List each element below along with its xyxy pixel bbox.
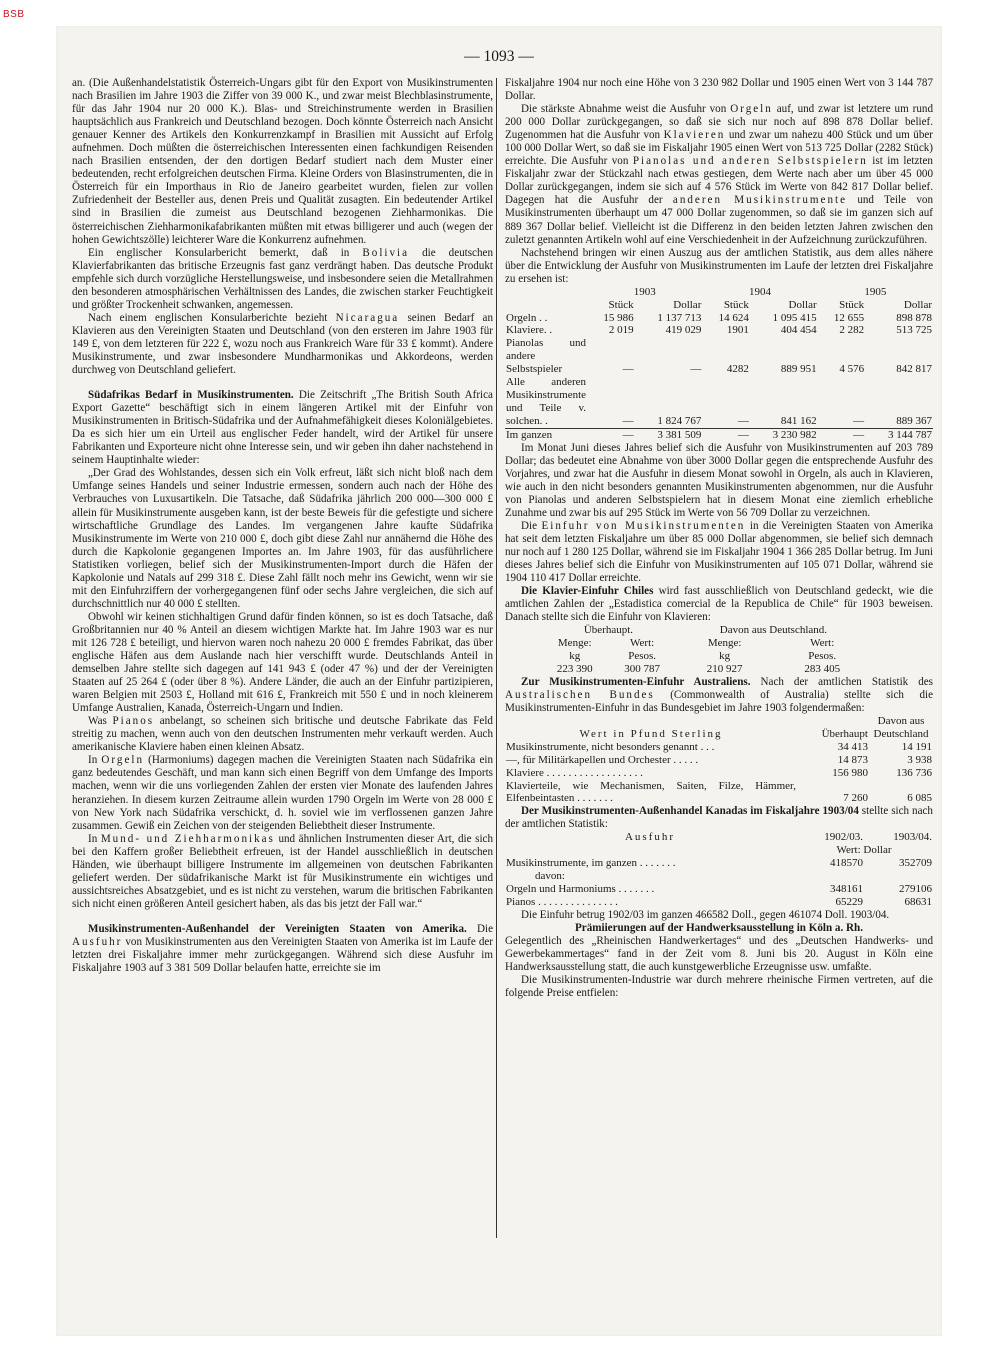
paragraph: Gelegentlich des „Rheinischen Handwerkertages“ und des „Deutschen Handwerks- und Gewerbekammertages“ fand in der Zeit vom 8. Juni bis 20. August in Köln eine Handwerksausstellung statt, die auch kunstgewerbliche Erzeugnisse usw. umfaßte. bbox=[505, 935, 933, 974]
text: In bbox=[88, 832, 101, 845]
table-row bbox=[505, 337, 933, 376]
text: auf, und zwar ist letztere um rund 200 000 Dollar zurückgegangen, so daß sie sich nur noch auf 898 878 Dollar belief. Zugenommen hat die Ausfuhr von bbox=[505, 103, 933, 142]
table-row bbox=[505, 883, 933, 896]
cell: — bbox=[622, 363, 634, 376]
text: in die Vereinigten Staaten von Amerika hat seit dem letzten Fiskaljahre um über 85 000 Dollar abgenommen, sie belief sich demnach nur noch auf 1 280 125 Dollar, während sie im Fiskaljahr 1904 1 366 285 Dollar betrug. Im Juni dieses Jahres belief sich die Einfuhr von Musikinstrumenten auf 105 071 Dollar, während sie 1904 110 417 Dollar erreichte. bbox=[505, 519, 934, 585]
row-label: —, für Militärkapellen und Orchester . . . . . bbox=[506, 753, 699, 766]
cell: 3 144 787 bbox=[865, 428, 933, 441]
column-header: 1902/03. bbox=[824, 831, 863, 844]
year-header: 1905 bbox=[864, 285, 887, 298]
cell: — bbox=[622, 414, 634, 427]
cell: — bbox=[587, 428, 635, 441]
column-header: Dollar bbox=[788, 298, 817, 311]
cell: 1901 bbox=[726, 324, 749, 337]
column-header: Menge: bbox=[557, 637, 592, 650]
column-header: Wert: bbox=[810, 637, 835, 650]
cell: 1 137 713 bbox=[657, 311, 702, 324]
emphasis: Bolivia bbox=[362, 246, 410, 259]
paragraph: „Der Grad des Wohlstandes, dessen sich ein Volk erfreut, läßt sich nicht bloß nach dem Umfange seines Handels und seiner Industrie ermessen, sondern auch nach der Höhe des Verbrauches von Luxusartikeln. Die Tatsache, daß Südafrika jährlich 200 000—300 000 £ allein für Musikinstrumente ausgeben kann, ist der beste Beweis für die gefestigte und sichere wirtschaftliche Grundlage des Landes. Im vergangenen Jahre kaufte Südafrika Musikinstrumente im Werte von 210 000 £, doch gibt diese Zahl nur annähernd die Höhe des durch die Kapkolonie gegangenen Importes an. Im Jahre 1903, für das ausführlichere Statistiken vorliegen, belief sich der Musikinstrumenten-Import durch die Häfen der Kapkolonie und Natals auf 299 318 £. Diese Zahl fällt noch mehr ins Gewicht, wenn wir sie mit den Einfuhrziffern der vorhergegangenen fünf oder sechs Jahre vergleichen, die sich auf durchschnittlich nur 40 000 £ stellten. bbox=[72, 467, 493, 610]
text: Nach einem englischen Konsularberichte bezieht bbox=[88, 311, 336, 324]
paragraph bbox=[72, 715, 493, 754]
cell: 1 824 767 bbox=[657, 414, 702, 427]
text: Die stärkste Abnahme weist die Ausfuhr von bbox=[521, 103, 731, 116]
cell: 842 817 bbox=[896, 363, 932, 376]
year-header: 1904 bbox=[749, 285, 771, 298]
unit: Pesos. bbox=[628, 650, 657, 663]
cell: 2 019 bbox=[608, 324, 634, 337]
unit: kg bbox=[719, 650, 731, 663]
cell: 15 986 bbox=[603, 311, 634, 324]
column-header: Wert: bbox=[630, 637, 655, 650]
cell: — bbox=[818, 428, 866, 441]
cell: 7 260 bbox=[843, 792, 868, 805]
table-row bbox=[505, 896, 933, 909]
cell bbox=[795, 870, 864, 883]
table-row bbox=[505, 857, 933, 870]
text: seinen Bedarf an Klavieren aus den Vereinigten Staaten und Deutschland (von den ersteren im Jahre 1903 für 149 £, von dem letzteren für 222 £, wozu noch aus Frankreich Ware für 33 £ kommt). Andere Musikinstrumente, und zwar insbesondere Mundharmonikas und Akkordeons, werden durchweg von Deutschland geliefert. bbox=[72, 311, 493, 377]
paragraph: Die Musikinstrumenten-Industrie war durch mehrere rheinische Firmen vertreten, auf die folgende Preise entfielen: bbox=[505, 974, 933, 1000]
cell: — bbox=[702, 428, 750, 441]
section-heading: Der Musikinstrumenten-Außenhandel Kanadas im Fiskaljahre 1903/04 bbox=[521, 805, 859, 818]
cell: 348161 bbox=[830, 883, 863, 896]
emphasis: Einfuhr von Musikinstrumenten bbox=[541, 519, 746, 532]
table-row bbox=[505, 324, 933, 337]
cell: 418570 bbox=[830, 857, 863, 870]
group-header: Davon aus Deutschland. bbox=[719, 624, 828, 637]
section-heading: Prämiierungen auf der Handwerksausstellung in Köln a. Rh. bbox=[575, 921, 863, 934]
column-header: Davon aus Deutschland bbox=[873, 715, 929, 740]
total-row bbox=[505, 428, 933, 441]
column-header: Menge: bbox=[707, 637, 742, 650]
cell: 279106 bbox=[899, 883, 932, 896]
section-australien bbox=[505, 676, 933, 715]
cell: 14 624 bbox=[718, 311, 749, 324]
cell: 513 725 bbox=[896, 324, 932, 337]
cell: 3 230 982 bbox=[750, 428, 818, 441]
paragraph: Nachstehend bringen wir einen Auszug aus der amtlichen Statistik, aus dem alles nähere über die Entwicklung der Ausfuhr von Musikinstrumenten im Laufe der letzten drei Fiskaljahre zu ersehen ist: bbox=[505, 246, 933, 285]
paragraph: Im Monat Juni dieses Jahres belief sich die Ausfuhr von Musikinstrumenten auf 203 789 Dollar; das bedeutet eine Abnahme von über 3000 Dollar gegen die entsprechende Ausfuhr des Vorjahres, und zwar hat die Ausfuhr in diesem Monat sowohl in Orgeln, als auch in Klavieren, wie auch in den nicht besonders genannten Musikinstrumenten abgenommen, nur die Ausfuhr von Pianolas und anderen Selbstspielern hat in diesem Monat eine ziemlich erhebliche Zunahme und zwar bis auf 295 Stück im Werte von 56 709 Dollar zu verzeichnen. bbox=[505, 441, 933, 519]
cell: 156 980 bbox=[832, 766, 868, 779]
emphasis: Ausfuhr bbox=[72, 936, 123, 948]
text: Was bbox=[88, 715, 113, 728]
paragraph bbox=[72, 833, 493, 911]
column-header: Stück bbox=[839, 298, 865, 311]
table-row bbox=[505, 754, 933, 767]
text: (Harmoniums) dagegen machen die Vereinigten Staaten nach Südafrika ein ganz bedeutendes Geschäft, und man kann sich einen Begriff von dem Umfange des Imports machen, wenn wir die uns vorliegenden Zahlen der ersten vier Monate des laufenden Jahres heranziehen. In diesem kurzen Zeitraume allein wurden 1790 Orgeln im Werte von 28 000 £ von New York nach Südafrika verschickt, d. h. soviel wie im verflossenen ganzen Jahre zusammen. Gewiß ein Zeichen von der steigenden Beliebtheit dieser Instrumente. bbox=[72, 754, 493, 832]
cell: — bbox=[737, 414, 749, 427]
text: Nach der amtlichen Statistik des bbox=[750, 675, 933, 688]
text: Die bbox=[521, 519, 542, 532]
row-label: Klavierteile, wie Mechanismen, Saiten, Filze, Hämmer, Elfenbeintasten . . . . . . . bbox=[506, 779, 796, 805]
section-heading: Südafrikas Bedarf in Musikinstrumenten. bbox=[88, 389, 294, 402]
canada-table bbox=[505, 831, 933, 908]
section-heading: Musikinstrumenten-Außenhandel der Vereinigten Staaten von Amerika. bbox=[88, 922, 467, 935]
emphasis: Australischen Bundes bbox=[505, 688, 655, 701]
section-heading: Zur Musikinstrumenten-Einfuhr Australiens. bbox=[521, 675, 751, 688]
section-heading: Die Klavier-Einfuhr Chiles bbox=[521, 585, 654, 598]
cell: 300 787 bbox=[624, 663, 660, 675]
cell: 404 454 bbox=[780, 324, 817, 337]
row-label: Klaviere. . bbox=[506, 324, 553, 337]
row-label: Musikinstrumente, im ganzen . . . . . . . bbox=[506, 857, 676, 870]
column-header: Stück bbox=[723, 298, 749, 311]
column-header: Dollar bbox=[673, 298, 702, 311]
right-column bbox=[505, 77, 933, 1000]
paragraph: Obwohl wir keinen stichhaltigen Grund dafür finden können, so ist es doch Tatsache, daß Großbritannien nur 40 % Anteil an diesem wichtigen Markte hat. Im Jahre 1903 war es nur mit 126 728 £ beteiligt, und hiervon waren noch nahezu 20 000 £ fremdes Fabrikat, das über englische Häfen aus dem Auslande nach hier verschifft wurde. Deutschlands Anteil in demselben Jahre stellte sich dagegen auf 141 943 £ (oder 47 %) und der der Vereinigten Staaten auf 25 264 £ (oder über 8 %). Andere Länder, die auch an der Einfuhr partizipieren, waren Belgien mit 2503 £, Holland mit 616 £, Frankreich mit 550 £ und in noch kleinerem Umfange Australien, Kanada, Österreich-Ungarn und Indien. bbox=[72, 610, 493, 715]
cell: 14 191 bbox=[901, 740, 932, 753]
emphasis: anderen Musikinstrumente bbox=[672, 194, 848, 207]
table-row bbox=[505, 870, 933, 883]
emphasis: Pianos bbox=[112, 715, 155, 728]
row-label: Orgeln und Harmoniums . . . . . . . bbox=[506, 883, 655, 896]
document-page bbox=[56, 26, 942, 1336]
text: In bbox=[88, 754, 102, 767]
row-label: Alle anderen Musikinstrumente und Teile v. solchen. . bbox=[506, 376, 587, 427]
cell: 898 878 bbox=[896, 311, 932, 324]
cell: 12 655 bbox=[833, 311, 865, 324]
row-label: Orgeln . . bbox=[506, 311, 548, 324]
emphasis: Mund- und Ziehharmonikas bbox=[100, 832, 275, 845]
section-chile bbox=[505, 585, 933, 624]
emphasis: Klavieren bbox=[663, 129, 726, 142]
unit: Wert: Dollar bbox=[836, 844, 892, 857]
page-number: — 1093 — bbox=[464, 48, 534, 65]
cell: — bbox=[690, 363, 702, 376]
cell: 419 029 bbox=[665, 324, 702, 337]
section-suedafrika bbox=[72, 389, 493, 467]
emphasis: Orgeln bbox=[730, 103, 773, 116]
cell: 136 736 bbox=[896, 766, 932, 779]
text: anbelangt, so scheinen sich britische und deutsche Fabrikate das Feld streitig zu machen, wenn auch von den deutschen Instrumenten mehr verkauft werden. Auch amerikanische Klaviere haben einen kleinen Absatz. bbox=[72, 715, 493, 754]
year-header: 1903 bbox=[633, 285, 656, 298]
cell: 210 927 bbox=[706, 663, 743, 675]
column-header: 1903/04. bbox=[893, 831, 932, 844]
cell: 14 873 bbox=[837, 753, 868, 766]
unit: Pesos. bbox=[808, 650, 837, 663]
row-label: Pianos . . . . . . . . . . . . . . . bbox=[506, 896, 618, 909]
cell: 841 162 bbox=[780, 414, 817, 427]
cell: 1 095 415 bbox=[772, 311, 817, 324]
table-row bbox=[541, 663, 871, 676]
table-row bbox=[505, 780, 933, 806]
emphasis: Orgeln bbox=[101, 754, 145, 767]
library-logo: BSB bbox=[3, 9, 25, 20]
us-export-table bbox=[505, 286, 933, 442]
cell: 352709 bbox=[899, 857, 932, 870]
cell: 2 282 bbox=[839, 324, 865, 337]
table-row bbox=[505, 767, 933, 780]
emphasis: Nicaragua bbox=[335, 311, 400, 324]
row-label: Pianolas und andere Selbstspieler bbox=[506, 337, 587, 376]
paragraph: an. (Die Außenhandelstatistik Österreich-Ungars gibt für den Export von Musikinstrumenten nach Brasilien im Jahre 1903 die Ziffer von 39 000 K., und zwar meist Blechblasinstrumente, für das Jahr 1904 nur 20 000 K.). Blas- und Streichinstrumente werden in Brasilien hauptsächlich aus Frankreich und Deutschland bezogen. Doch könnte Österreich nach Ansicht genauer Kenner des Artikels den Konkurrenzkampf in Brasilien mit Aussicht auf Erfolg aufnehmen. Doch müßten die österreichischen Interessenten einen fachkundigen Reisenden nach Brasilien entsenden, der den dortigen Bedarf studiert nach dem Muster einer bedeutenden, recht erfolgreichen deutschen Firma. Kleine Orders von Blasinstrumenten, die in Österreich für ein Importhaus in Rio de Janeiro gearbeitet wurden, fielen zur vollen Zufriedenheit der Besteller aus, denen Preis und Qualität zusagten. Ein bedeutender Artikel sind in Brasilien die zumeist aus Deutschland bezogenen Ziehharmonikas. Die österreichischen Ziehharmonikafabrikanten müßten mit etwas billigerer und auch (wegen der hohen Gewichtszölle) leichterer Ware die Konkurrenz aufnehmen. bbox=[72, 77, 493, 246]
chile-table bbox=[541, 624, 871, 676]
text: stellte sich nach der amtlichen Statistik: bbox=[505, 805, 933, 831]
emphasis: Pianolas und anderen Selbstspielern bbox=[632, 155, 868, 168]
unit: kg bbox=[569, 650, 581, 663]
paragraph bbox=[72, 312, 493, 377]
cell: 283 405 bbox=[804, 663, 841, 675]
row-label: Im ganzen bbox=[505, 428, 587, 441]
paragraph: Fiskaljahre 1904 nur noch eine Höhe von 3 230 982 Dollar und 1905 einen Wert von 3 144 787 Dollar. bbox=[505, 77, 933, 103]
text: von Musikinstrumenten aus den Vereinigten Staaten von Amerika ist im Laufe der letzten drei Fiskaljahre immer mehr zurückgegangen. Während sich diese Ausfuhr im Fiskaljahre 1903 auf 3 381 509 Dollar belaufen hatte, erreichte sie im bbox=[72, 936, 493, 975]
text: Ein englischer Konsularbericht bemerkt, daß in bbox=[88, 246, 363, 259]
paragraph bbox=[505, 103, 933, 247]
section-vereinigte-staaten bbox=[72, 923, 493, 975]
text: die deutschen Klavierfabrikanten das britische Erzeugnis fast ganz verdrängt haben. Das deutsche Produkt empfehle sich durch vorzügliche Herstellungsweise, und insbesondere seien die Metallrahmen den besonderen atmosphärischen Verhältnissen des Landes, die zwischen starker Feuchtigkeit und größter Trockenheit schwanken, angemessen. bbox=[72, 246, 494, 311]
column-header: Ausfuhr bbox=[624, 831, 676, 844]
cell: 68631 bbox=[904, 896, 932, 909]
cell: 34 413 bbox=[837, 740, 868, 753]
australia-table bbox=[505, 715, 933, 805]
cell: 4 576 bbox=[839, 363, 865, 376]
group-header: Überhaupt. bbox=[583, 624, 634, 637]
text: und zwar um nahezu 400 Stück und um über 100 000 Dollar Wert, so daß sie im Fiskaljahr 1905 einen Wert von 513 725 Dollar (2282 Stück) erreichte. Die Ausfuhr von bbox=[505, 129, 933, 168]
column-header: Dollar bbox=[903, 298, 932, 311]
cell: 3 938 bbox=[907, 753, 932, 766]
row-label: Musikinstrumente, nicht besonders genannt . . . bbox=[506, 740, 715, 753]
table-row bbox=[505, 312, 933, 325]
text: und ähnlichen Instrumenten dieser Art, die sich bei den Kaffern großer Beliebtheit erfreuen, ist der Handel ausschließlich in deutschen Händen, wie überhaupt billigere Instrumente im allgemeinen von deutschen Fabrikanten geliefert werden. Der südafrikanische Markt ist für Musikinstrumente ein wichtiges und aussichtsreiches Absatzgebiet, und es ist nicht zu verstehen, warum die britischen Fabrikanten sich nicht einen größeren Anteil gesichert haben, als das bis jetzt der Fall war.“ bbox=[72, 832, 493, 910]
text: Die Zeitschrift „The British South Africa Export Gazette“ beschäftigt sich in einem längeren Artikel mit der Einfuhr von Musikinstrumenten in Britisch-Südafrika und der Aufnahmefähigkeit dieses Koloniälgebietes. Da es sich hier um ein Urteil aus englischer Feder handelt, wird der Artikel für unsere Fabrikanten und Exporteure nicht ohne Interesse sein, und wir geben ihn daher nachstehend in seinem Hauptinhalte wieder: bbox=[72, 389, 493, 467]
column-header: Überhaupt bbox=[821, 727, 868, 740]
column-divider bbox=[496, 78, 497, 1238]
text: und Teile von Musikinstrumenten überhaupt um 47 000 Dollar zugenommen, so daß sie im ganzen sich auf 889 367 Dollar belief. Vielleicht ist die Differenz in den beiden letzten Jahren zwischen den zuletzt genannten Artikeln wohl auf eine Verschiedenheit in der Aufzeichnung zurückzuführen. bbox=[505, 194, 933, 246]
column-header: Wert in Pfund Sterling bbox=[579, 727, 723, 740]
left-column bbox=[72, 77, 493, 975]
row-label: Klaviere . . . . . . . . . . . . . . . . . . bbox=[506, 766, 643, 779]
cell: 3 381 509 bbox=[635, 428, 703, 441]
table-row bbox=[505, 741, 933, 754]
table-row bbox=[505, 376, 933, 428]
column-header: Stück bbox=[608, 298, 634, 311]
cell bbox=[864, 870, 933, 883]
cell: 889 951 bbox=[780, 363, 817, 376]
row-label: davon: bbox=[535, 870, 565, 883]
text: wird fast ausschließlich von Deutschland gedeckt, wie die amtlichen Zahlen der „Estadistica comercial de la Republica de Chile“ für 1903 beweisen. Danach stellte sich die Einfuhr von Klavieren: bbox=[505, 585, 933, 624]
cell: 223 390 bbox=[556, 663, 593, 675]
cell: — bbox=[853, 414, 865, 427]
cell: 889 367 bbox=[896, 414, 932, 427]
text: ist im letzten Fiskaljahr zwar der Stückzahl nach etwas gestiegen, dem Werte nach aber um über 45 000 Dollar zurückgegangen, indem sie sich auf 4 576 Stück im Werte von 842 817 Dollar belief. Dagegen hat die Ausfuhr der bbox=[505, 155, 933, 207]
paragraph bbox=[72, 247, 493, 312]
cell: 6 085 bbox=[907, 792, 932, 805]
cell: 65229 bbox=[835, 896, 863, 909]
text: (Commonwealth of Australia) stellte sich die Musikinstrumenten-Einfuhr in das Bundesgebiet im Jahre 1903 folgendermaßen: bbox=[505, 688, 933, 714]
section-kanada bbox=[505, 805, 933, 831]
cell: 4282 bbox=[726, 363, 749, 376]
text: Die bbox=[466, 922, 493, 935]
paragraph bbox=[72, 754, 493, 832]
paragraph: Die Einfuhr betrug 1902/03 im ganzen 466582 Doll., gegen 461074 Doll. 1903/04. bbox=[521, 908, 890, 921]
paragraph bbox=[505, 520, 933, 585]
